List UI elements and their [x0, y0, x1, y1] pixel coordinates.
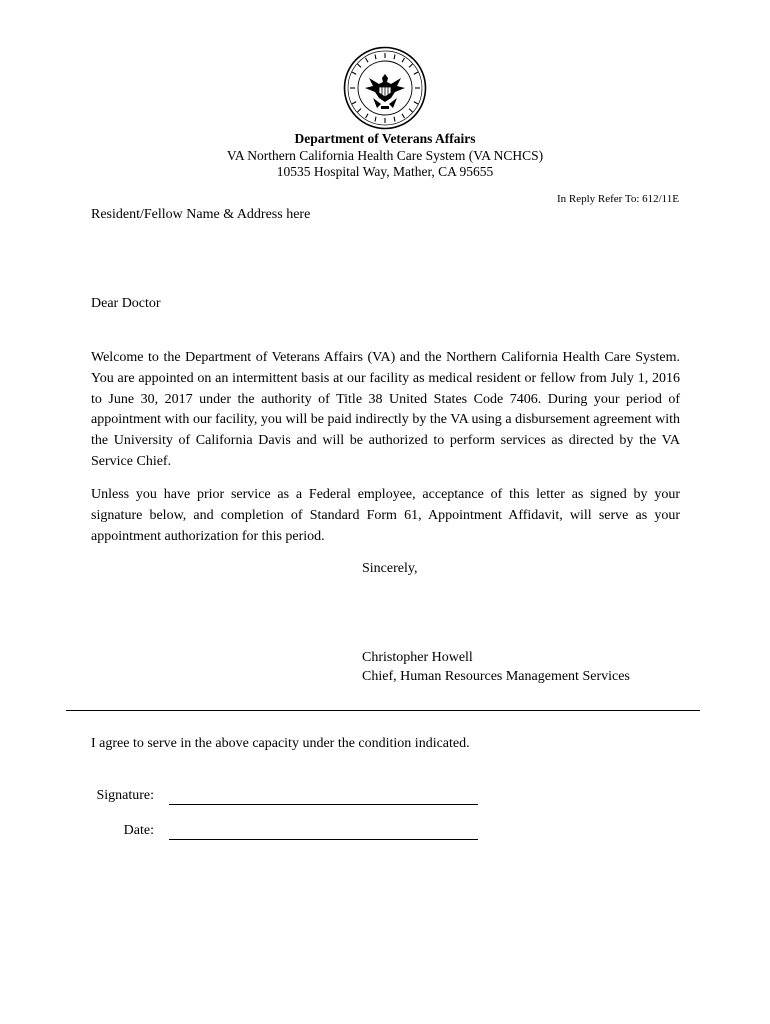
signature-line[interactable] [169, 804, 478, 805]
agreement-statement: I agree to serve in the above capacity under the condition indicated. [91, 736, 470, 751]
date-label: Date: [123, 823, 154, 838]
reply-reference: In Reply Refer To: 612/11E [556, 193, 679, 205]
header-subtitle: VA Northern California Health Care System (VA NCHCS) [226, 148, 544, 163]
header-address: 10535 Hospital Way, Mather, CA 95655 [276, 164, 494, 179]
header-title: Department of Veterans Affairs [294, 131, 476, 146]
body-paragraph-1: Welcome to the Department of Veterans Affairs (VA) and the Northern California Health Care System. You are appointed on an intermittent basis at our facility as medical resident or fellow from July 1, 2016 to June 30, 2017 under the authority of Title 38 United States Code 7406. During your period of appointment with our facility, you will be paid indirectly by the VA using a disbursement agreement with the University of California Davis and will be authorized to perform services as directed by the VA Service Chief. [91, 350, 680, 469]
date-line[interactable] [169, 839, 478, 840]
date-field [0, 823, 770, 843]
va-seal-icon [343, 46, 427, 130]
closing: Sincerely, [362, 561, 418, 576]
signer-block [362, 649, 630, 686]
signer-title: Chief, Human Resources Management Services [362, 668, 630, 684]
divider [66, 710, 700, 711]
signature-label: Signature: [96, 788, 154, 803]
body-paragraph-2: Unless you have prior service as a Federal employee, acceptance of this letter as signed by your signature below, and completion of Standard Form 61, Appointment Affidavit, will serve as your appointment authorization for this period. [91, 487, 680, 544]
salutation: Dear Doctor [91, 296, 161, 311]
signer-name: Christopher Howell [362, 650, 473, 665]
signature-field [0, 788, 770, 808]
recipient-address: Resident/Fellow Name & Address here [91, 207, 311, 222]
